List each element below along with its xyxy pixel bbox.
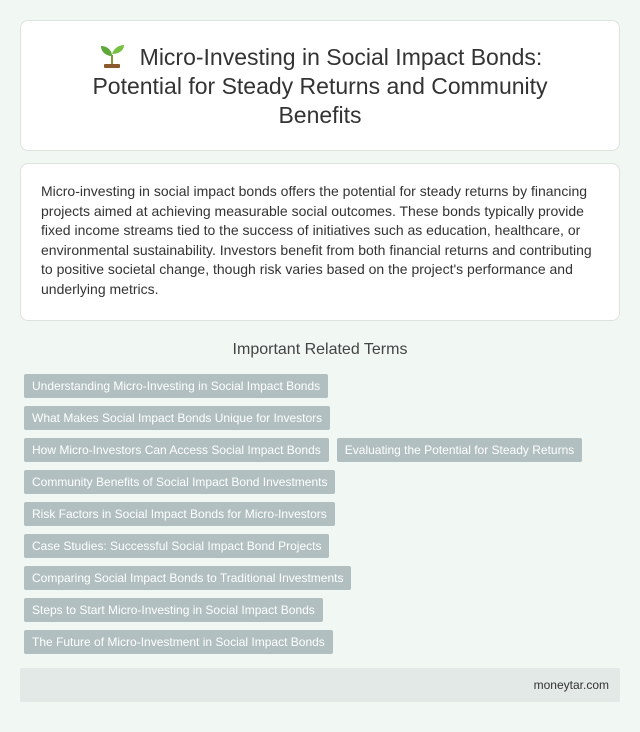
term-tag[interactable]: How Micro-Investors Can Access Social Impact Bonds (24, 438, 329, 462)
term-tag[interactable]: Community Benefits of Social Impact Bond Investments (24, 470, 335, 494)
footer-site-link[interactable]: moneytar.com (533, 678, 609, 692)
term-tag[interactable]: Case Studies: Successful Social Impact Bond Projects (24, 534, 329, 558)
summary-card (20, 163, 620, 321)
title-card (20, 20, 620, 151)
term-row (24, 374, 614, 398)
term-tag[interactable]: The Future of Micro-Investment in Social Impact Bonds (24, 630, 333, 654)
term-row (24, 534, 614, 558)
related-terms-heading: Important Related Terms (232, 341, 408, 358)
term-row (24, 566, 614, 590)
page-title-text: Micro-Investing in Social Impact Bonds: Potential for Steady Returns and Community Benefits (92, 43, 548, 128)
seedling-icon (98, 42, 126, 68)
summary-text: Micro-investing in social impact bonds offers the potential for steady returns by financing projects aimed at achieving measurable social outcomes. These bonds typically provide fixed income streams tied to the success of initiatives such as education, healthcare, or environmental sustainability. Investors benefit from both financial returns and contributing to positive societal change, though risk varies based on the project's performance and underlying metrics. (41, 183, 592, 297)
term-row (24, 630, 614, 654)
term-tag[interactable]: What Makes Social Impact Bonds Unique for Investors (24, 406, 330, 430)
term-tag[interactable]: Understanding Micro-Investing in Social Impact Bonds (24, 374, 328, 398)
term-tag[interactable]: Comparing Social Impact Bonds to Traditional Investments (24, 566, 351, 590)
term-tag[interactable]: Evaluating the Potential for Steady Returns (337, 438, 582, 462)
footer (20, 668, 620, 702)
term-row (24, 502, 614, 526)
term-row (24, 438, 614, 462)
term-row (24, 470, 614, 494)
related-terms-list (24, 374, 614, 662)
term-row (24, 406, 614, 430)
term-row (24, 598, 614, 622)
term-tag[interactable]: Steps to Start Micro-Investing in Social Impact Bonds (24, 598, 323, 622)
term-tag[interactable]: Risk Factors in Social Impact Bonds for Micro-Investors (24, 502, 335, 526)
page-title (60, 42, 580, 130)
